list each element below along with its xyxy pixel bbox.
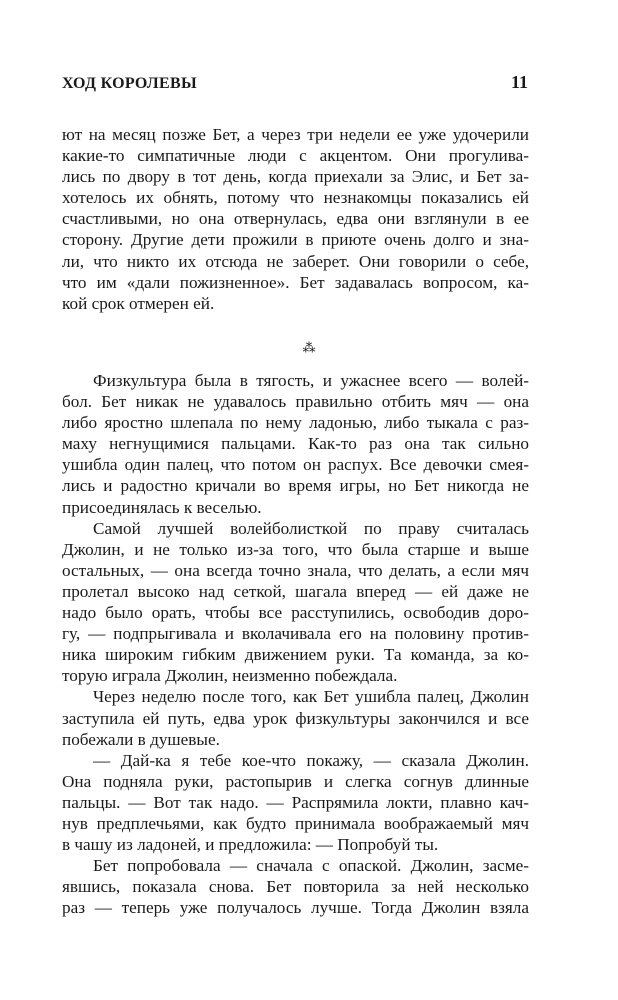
text-line: бол. Бет никак не удавалось правильно отбить мяч — она [62,392,529,412]
text-line: присоединялась к веселью. [62,497,262,517]
section-separator: ⁂ [302,340,316,355]
paragraph [62,855,529,918]
text-line: хотелось их обнять, потому что незнакомцы показались ей [62,188,529,208]
running-header [62,72,528,96]
paragraph [62,686,529,749]
text-line: ника широким гибким движением руки. Та команда, за ко- [62,645,529,665]
text-line: лись по двору в тот день, когда приехали за Элис, и Бет за- [62,167,529,187]
paragraph [62,750,529,855]
text-line: пролетал высоко над сеткой, шагала вперед — ей даже не [62,581,529,601]
text-line: ушибла один палец, что потом он распух. Все девочки смея- [62,455,529,475]
text-line: — Дай-ка я тебе кое-что покажу, — сказала Джолин. [93,750,529,770]
text-line: лись и радостно кричали во время игры, но Бет никогда не [62,476,529,496]
text-line: побежали в душевые. [62,729,220,749]
text-line: сторону. Другие дети прожили в приюте очень долго и зна- [62,230,529,250]
text-line: пальцы. — Вот так надо. — Распрямила локти, плавно кач- [62,792,529,812]
text-block-section [62,370,529,918]
paragraph [62,518,529,687]
text-line: остальных, — она всегда точно знала, что делать, а если мяч [62,560,529,580]
text-line: кой срок отмерен ей. [62,293,215,313]
text-line: Джолин, и не только из-за того, что была старше и выше [62,539,529,559]
text-line: Через неделю после того, как Бет ушибла палец, Джолин [93,687,529,707]
text-line: маху негнущимися пальцами. Как-то раз она так сильно [62,434,529,454]
text-line: Бет попробовала — сначала с опаской. Джолин, засме- [93,856,529,876]
text-line: какие-то симпатичные люди с акцентом. Они прогулива- [62,146,529,166]
text-line: нув предплечьями, как будто принимала воображаемый мяч [62,813,529,833]
text-block-continued [62,124,529,314]
text-line: в чашу из ладоней, и предложила: — Попробуй ты. [62,835,439,855]
running-title: ХОД КОРОЛЕВЫ [62,75,197,92]
text-line: Физкультура была в тягость, и ужаснее всего — волей- [93,371,529,390]
text-line: Самой лучшей волейболисткой по праву считалась [93,518,529,538]
text-line: надо было орать, чтобы все расступились, освободив доро- [62,603,529,623]
paragraph [62,124,529,314]
text-line: явшись, показала снова. Бет повторила за ней несколько [62,877,529,897]
text-line: Она подняла руки, растопырив и слегка согнув длинные [62,771,529,791]
page-number: 11 [510,72,528,92]
text-line: либо яростно шлепала по нему ладонью, либо тыкала с раз- [62,413,529,433]
text-line: счастливыми, но она отвернулась, едва они взглянули в ее [62,209,529,229]
text-line: раз — теперь уже получалось лучше. Тогда Джолин взяла [62,898,529,918]
text-line: гу, — подпрыгивала и вколачивала его на половину против- [62,624,529,644]
text-line: заступила ей путь, едва урок физкультуры закончился и все [62,708,529,728]
paragraph [62,370,529,518]
text-line: ли, что никто их отсюда не заберет. Они говорили о себе, [62,251,529,271]
text-line: ют на месяц позже Бет, а через три недели ее уже удочерили [62,125,529,144]
text-line: торую играла Джолин, неизменно побеждала. [62,666,398,686]
text-line: что им «дали пожизненное». Бет задавалась вопросом, ка- [62,272,529,292]
